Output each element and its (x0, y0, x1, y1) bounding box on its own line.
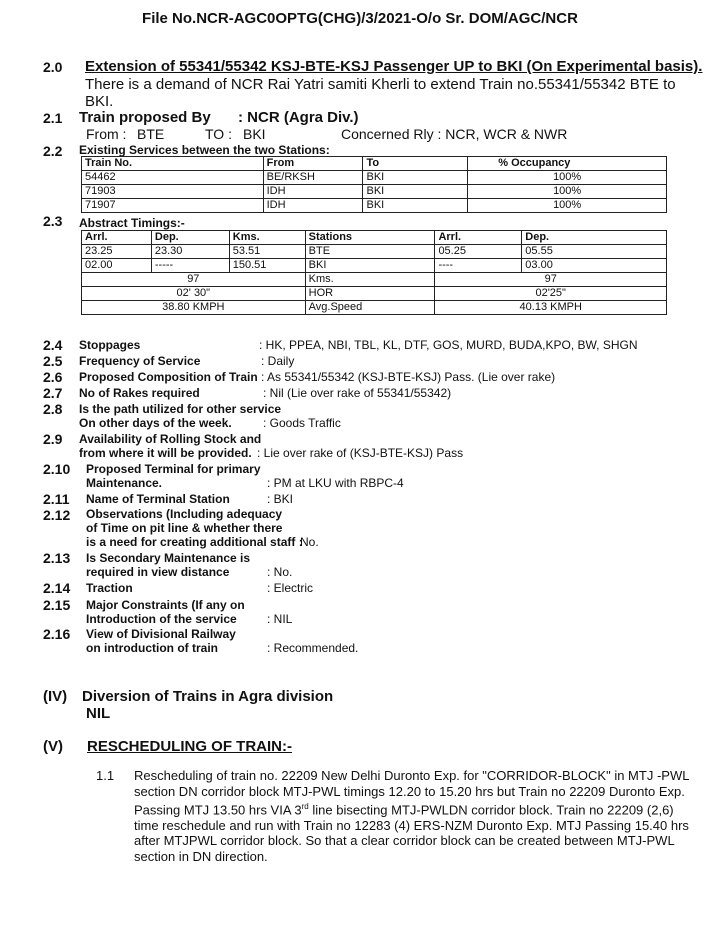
table-cell: 02' 30" (82, 287, 306, 301)
section-2-1-number: 2.1 (43, 110, 63, 126)
rescheduling-item-number: 1.1 (96, 768, 115, 783)
abstract-timings-heading: Abstract Timings:- (79, 216, 185, 230)
table-row (82, 287, 667, 301)
concerned-railways: Concerned Rly : NCR, WCR & NWR (341, 126, 568, 142)
divisional-view-value: : Recommended. (267, 641, 359, 655)
item-2-14-number: 2.14 (43, 580, 71, 596)
item-2-13-number: 2.13 (43, 550, 71, 566)
table-cell: BKI (363, 199, 468, 213)
composition-label: Proposed Composition of Train (79, 370, 258, 384)
path-utilized-value: : Goods Traffic (263, 416, 341, 430)
table-cell: 100% (468, 199, 667, 213)
item-2-16-number: 2.16 (43, 626, 71, 642)
table-cell: 23.25 (82, 245, 152, 259)
column-header: Train No. (82, 157, 264, 171)
table-cell: BKI (363, 171, 468, 185)
section-2-0-heading: Extension of 55341/55342 KSJ-BTE-KSJ Passenger UP to BKI (On Experimental basis). (85, 58, 703, 75)
train-proposed-value: : NCR (Agra Div.) (238, 109, 359, 126)
column-header: Dep. (151, 231, 229, 245)
path-utilized-label: Is the path utilized for other service (79, 402, 282, 416)
paragraph-line: time reschedule and run with Train no 12283 (4) ERS-NZM Duronto Exp. MTJ Passing 15.40 hrs (134, 817, 689, 833)
table-cell: 05.25 (435, 245, 522, 259)
section-2-0-text-line1: There is a demand of NCR Rai Yatri samiti Kherli to extend Train no.55341/55342 BTE to (85, 76, 676, 93)
table-row (82, 273, 667, 287)
from-label: From : (86, 126, 127, 142)
traction-value: : Electric (267, 581, 314, 595)
composition-value: : As 55341/55342 (KSJ-BTE-KSJ) Pass. (Lie over rake) (261, 370, 556, 384)
table-cell: 54462 (82, 171, 264, 185)
table-row (82, 259, 667, 273)
observations-label-line2: of Time on pit line & whether there (86, 521, 283, 535)
table-row (82, 245, 667, 259)
column-header: Arrl. (435, 231, 522, 245)
terminal-station-label: Name of Terminal Station (86, 492, 230, 506)
stoppages-value: : HK, PPEA, NBI, TBL, KL, DTF, GOS, MURD, BUDA,KPO, BW, SHGN (259, 338, 638, 352)
table-cell: ---- (435, 259, 522, 273)
item-2-7-number: 2.7 (43, 385, 63, 401)
table-cell: BKI (363, 185, 468, 199)
table-cell: 53.51 (229, 245, 305, 259)
secondary-maintenance-value: : No. (267, 565, 293, 579)
rescheduling-heading: RESCHEDULING OF TRAIN:- (87, 738, 292, 755)
item-2-11-number: 2.11 (43, 491, 70, 507)
section-2-3-number: 2.3 (43, 213, 63, 229)
table-cell: 97 (435, 273, 667, 287)
table-cell: 71907 (82, 199, 264, 213)
table-cell: Avg.Speed (305, 301, 435, 315)
table-cell: 03.00 (522, 259, 667, 273)
existing-services-heading: Existing Services between the two Stations: (79, 143, 330, 157)
paragraph-line: Rescheduling of train no. 22209 New Delhi Duronto Exp. for "CORRIDOR-BLOCK" in MTJ -PWL (134, 768, 690, 783)
rakes-label: No of Rakes required (79, 386, 200, 400)
table-cell: HOR (305, 287, 435, 301)
column-header: Arrl. (82, 231, 152, 245)
paragraph-line: Passing MTJ 13.50 hrs VIA 3rd line bisecting MTJ-PWLDN corridor block. Train no 22209 (2,6) (134, 802, 674, 818)
table-row (82, 301, 667, 315)
table-cell: 150.51 (229, 259, 305, 273)
terminal-station-value: : BKI (267, 492, 294, 506)
rescheduling-paragraph (134, 768, 689, 864)
divisional-view-label-line2: on introduction of train (86, 641, 218, 655)
column-header: Dep. (522, 231, 667, 245)
existing-services-table (81, 156, 667, 213)
rolling-stock-label: Availability of Rolling Stock and (79, 432, 262, 446)
column-header: To (363, 157, 468, 171)
item-2-12-number: 2.12 (43, 507, 71, 523)
item-2-15-number: 2.15 (43, 597, 71, 613)
column-header: From (263, 157, 363, 171)
table-cell: ----- (151, 259, 229, 273)
table-row (82, 171, 667, 185)
observations-label-line3: is a need for creating additional staff : (86, 535, 303, 549)
table-cell: 02.00 (82, 259, 152, 273)
file-title: File No.NCR-AGC0OPTG(CHG)/3/2021-O/o Sr. DOM/AGC/NCR (142, 10, 578, 27)
column-header: Kms. (229, 231, 305, 245)
paragraph-line: section DN corridor block MTJ-PWL timings 12.20 to 15.20 hrs but Train no 22209 Duronto Exp. (134, 783, 685, 799)
item-2-10-number: 2.10 (43, 461, 71, 477)
item-2-6-number: 2.6 (43, 369, 63, 385)
diversion-value: NIL (86, 705, 111, 722)
table-header-row (82, 157, 667, 171)
frequency-label: Frequency of Service (79, 354, 201, 368)
divisional-view-label: View of Divisional Railway (86, 627, 236, 641)
item-2-9-number: 2.9 (43, 431, 63, 447)
column-header: Stations (305, 231, 435, 245)
secondary-maintenance-label: Is Secondary Maintenance is (86, 551, 251, 565)
constraints-value: : NIL (267, 612, 293, 626)
table-cell: 100% (468, 171, 667, 185)
item-2-4-number: 2.4 (43, 337, 63, 353)
item-2-8-number: 2.8 (43, 401, 63, 417)
table-cell: BE/RKSH (263, 171, 363, 185)
table-cell: 97 (82, 273, 306, 287)
section-v-number: (V) (43, 738, 63, 755)
table-cell: 40.13 KMPH (435, 301, 667, 315)
table-cell: BKI (305, 259, 435, 273)
table-cell: 05.55 (522, 245, 667, 259)
table-cell: Kms. (305, 273, 435, 287)
secondary-maintenance-label-line2: required in view distance (86, 565, 230, 579)
table-cell: 23.30 (151, 245, 229, 259)
to-label: TO : (205, 126, 232, 142)
constraints-label: Major Constraints (If any on (86, 598, 245, 612)
terminal-maintenance-value: : PM at LKU with RBPC-4 (267, 476, 404, 490)
terminal-maintenance-label: Proposed Terminal for primary (86, 462, 261, 476)
abstract-timings-table (81, 230, 667, 315)
frequency-value: : Daily (261, 354, 295, 368)
section-2-0-number: 2.0 (43, 59, 63, 75)
paragraph-line: after MTJPWL corridor block. So that a clear corridor block can be created between MTJ-PWL (134, 833, 675, 849)
traction-label: Traction (86, 581, 133, 595)
from-value: BTE (137, 126, 165, 142)
stoppages-label: Stoppages (79, 338, 141, 352)
rolling-stock-value: : Lie over rake of (KSJ-BTE-KSJ) Pass (257, 446, 464, 460)
constraints-label-line2: Introduction of the service (86, 612, 237, 626)
section-2-0-text-line2: BKI. (85, 93, 114, 110)
table-cell: IDH (263, 185, 363, 199)
table-row (82, 199, 667, 213)
table-row (82, 185, 667, 199)
table-header-row (82, 231, 667, 245)
section-iv-number: (IV) (43, 688, 68, 705)
observations-label: Observations (Including adequacy (86, 507, 283, 521)
column-header: % Occupancy (468, 157, 667, 171)
observations-value: No. (300, 535, 319, 549)
rakes-value: : Nil (Lie over rake of 55341/55342) (263, 386, 452, 400)
table-cell: IDH (263, 199, 363, 213)
table-cell: 38.80 KMPH (82, 301, 306, 315)
terminal-maintenance-label-line2: Maintenance. (86, 476, 163, 490)
path-utilized-label-line2: On other days of the week. (79, 416, 232, 430)
train-proposed-label: Train proposed By (79, 109, 211, 126)
item-2-5-number: 2.5 (43, 353, 63, 369)
table-cell: BTE (305, 245, 435, 259)
to-value: BKI (243, 126, 266, 142)
paragraph-line: section in DN direction. (134, 848, 268, 864)
section-2-2-number: 2.2 (43, 143, 63, 159)
diversion-heading: Diversion of Trains in Agra division (82, 688, 334, 705)
rolling-stock-label-line2: from where it will be provided. (79, 446, 252, 460)
table-cell: 02'25" (435, 287, 667, 301)
table-cell: 100% (468, 185, 667, 199)
table-cell: 71903 (82, 185, 264, 199)
